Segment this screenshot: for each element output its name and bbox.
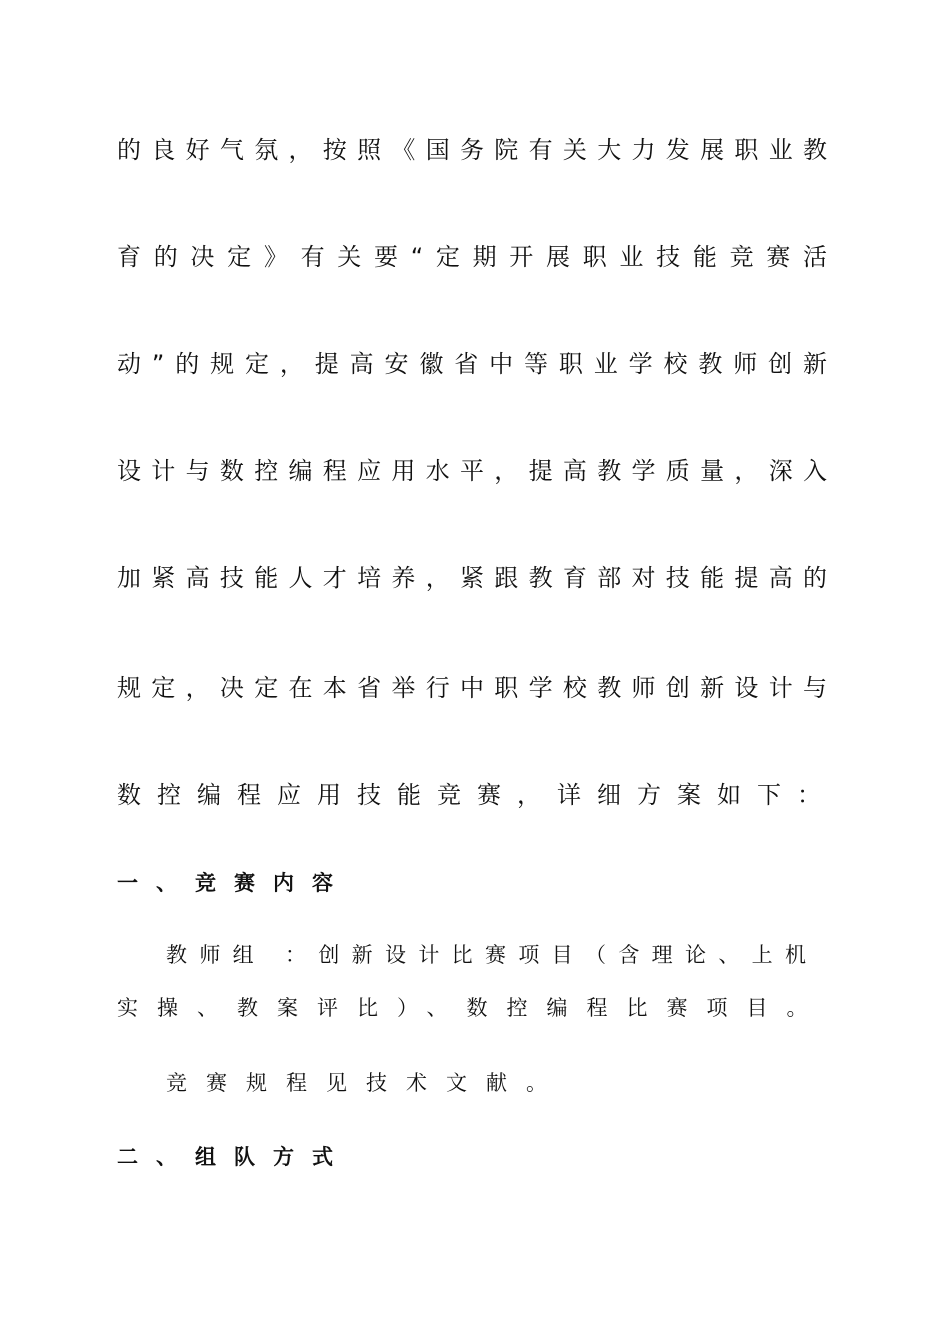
intro-line-6: 规定，决定在本省举行中职学校教师创新设计与 — [117, 674, 827, 702]
intro-line-4: 设计与数控编程应用水平，提高教学质量，深入 — [117, 457, 827, 485]
section-heading-team: 二、组队方式 — [117, 1145, 351, 1169]
intro-line-5: 加紧高技能人才培养，紧跟教育部对技能提高的 — [117, 564, 827, 592]
intro-line-7: 数控编程应用技能竞赛，详细方案如下： — [117, 781, 837, 809]
section-heading-content: 一、竞赛内容 — [117, 871, 351, 895]
intro-line-2: 育的决定》有关要“定期开展职业技能竞赛活 — [117, 243, 827, 271]
intro-line-3: 动”的规定，提高安徽省中等职业学校教师创新 — [117, 350, 827, 378]
intro-line-1: 的良好气氛，按照《国务院有关大力发展职业教 — [117, 136, 827, 164]
rules-reference: 竞赛规程见技术文献。 — [166, 1071, 566, 1095]
teacher-group-line-2: 实操、教案评比）、数控编程比赛项目。 — [117, 996, 827, 1020]
teacher-group-line-1: 教师组 ：创新设计比赛项目（含理论、上机 — [166, 943, 806, 967]
